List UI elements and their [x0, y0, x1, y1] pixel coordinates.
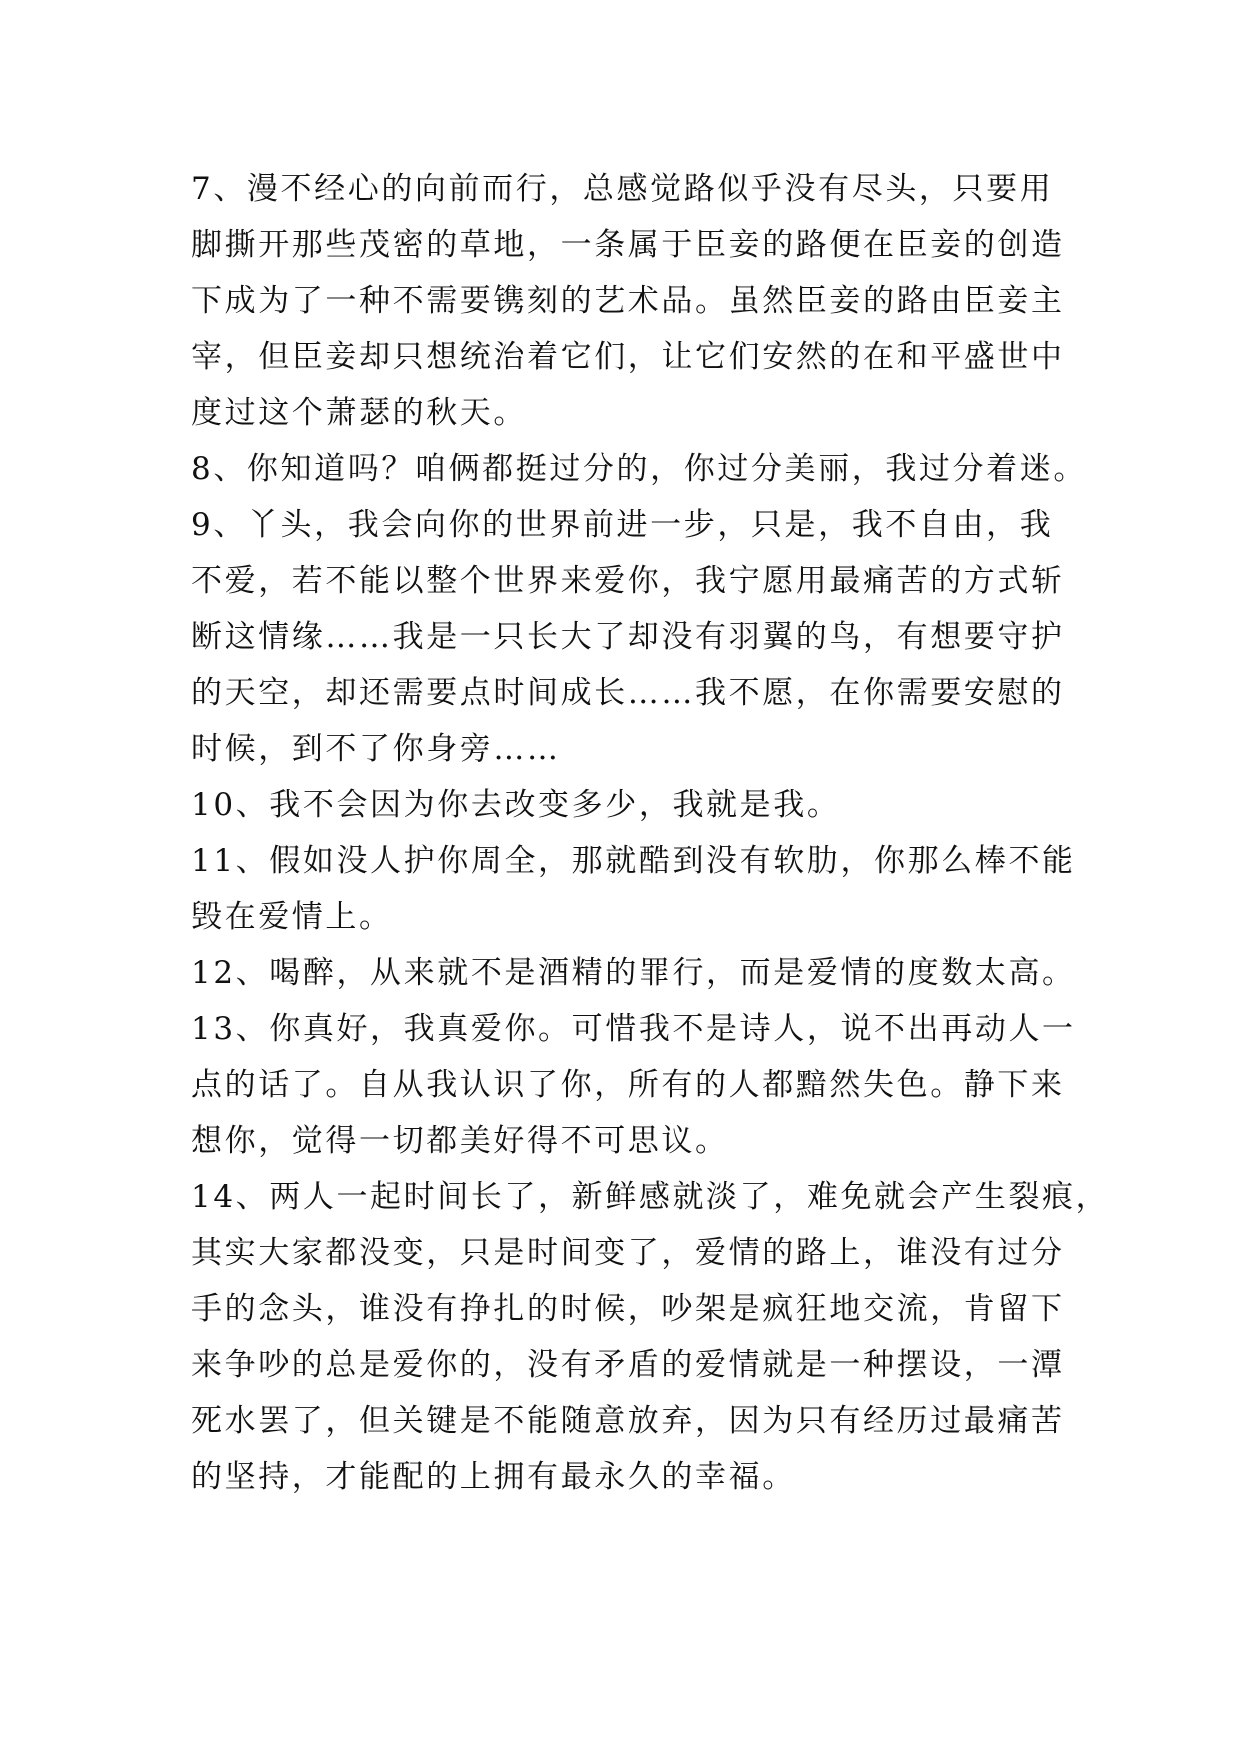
text-line: 度过这个萧瑟的秋天。 — [191, 395, 527, 431]
text-line: 的天空，却还需要点时间成长……我不愿，在你需要安慰的 — [191, 675, 1065, 711]
text-line: 其实大家都没变，只是时间变了，爱情的路上，谁没有过分 — [191, 1235, 1065, 1271]
text-line: 手的念头，谁没有挣扎的时候，吵架是疯狂地交流，肯留下 — [191, 1291, 1065, 1327]
text-line: 9、丫头，我会向你的世界前进一步，只是，我不自由，我 — [191, 507, 1054, 543]
text-line: 12、喝醉，从来就不是酒精的罪行，而是爱情的度数太高。 — [191, 955, 1076, 991]
text-line: 不爱，若不能以整个世界来爱你，我宁愿用最痛苦的方式斩 — [191, 563, 1065, 599]
text-line: 点的话了。自从我认识了你，所有的人都黯然失色。静下来 — [191, 1067, 1065, 1103]
text-line: 8、你知道吗？咱俩都挺过分的，你过分美丽，我过分着迷。 — [191, 451, 1087, 487]
text-line: 13、你真好，我真爱你。可惜我不是诗人，说不出再动人一 — [191, 1011, 1076, 1047]
text-line: 下成为了一种不需要镌刻的艺术品。虽然臣妾的路由臣妾主 — [191, 283, 1065, 319]
text-line: 来争吵的总是爱你的，没有矛盾的爱情就是一种摆设，一潭 — [191, 1347, 1065, 1383]
text-line: 宰，但臣妾却只想统治着它们，让它们安然的在和平盛世中 — [191, 339, 1065, 375]
text-line: 10、我不会因为你去改变多少，我就是我。 — [191, 787, 841, 823]
text-line: 的坚持，才能配的上拥有最永久的幸福。 — [191, 1459, 796, 1495]
text-line: 毁在爱情上。 — [191, 899, 393, 935]
text-line: 想你，觉得一切都美好得不可思议。 — [191, 1123, 729, 1159]
text-line: 时候，到不了你身旁…… — [191, 731, 561, 767]
text-line: 脚撕开那些茂密的草地，一条属于臣妾的路便在臣妾的创造 — [191, 227, 1065, 263]
text-line: 7、漫不经心的向前而行，总感觉路似乎没有尽头，只要用 — [191, 171, 1054, 207]
text-line: 11、假如没人护你周全，那就酷到没有软肋，你那么棒不能 — [191, 843, 1076, 879]
text-line: 14、两人一起时间长了，新鲜感就淡了，难免就会产生裂痕， — [191, 1179, 1110, 1215]
text-line: 断这情缘……我是一只长大了却没有羽翼的鸟，有想要守护 — [191, 619, 1065, 655]
text-line: 死水罢了，但关键是不能随意放弃，因为只有经历过最痛苦 — [191, 1403, 1065, 1439]
